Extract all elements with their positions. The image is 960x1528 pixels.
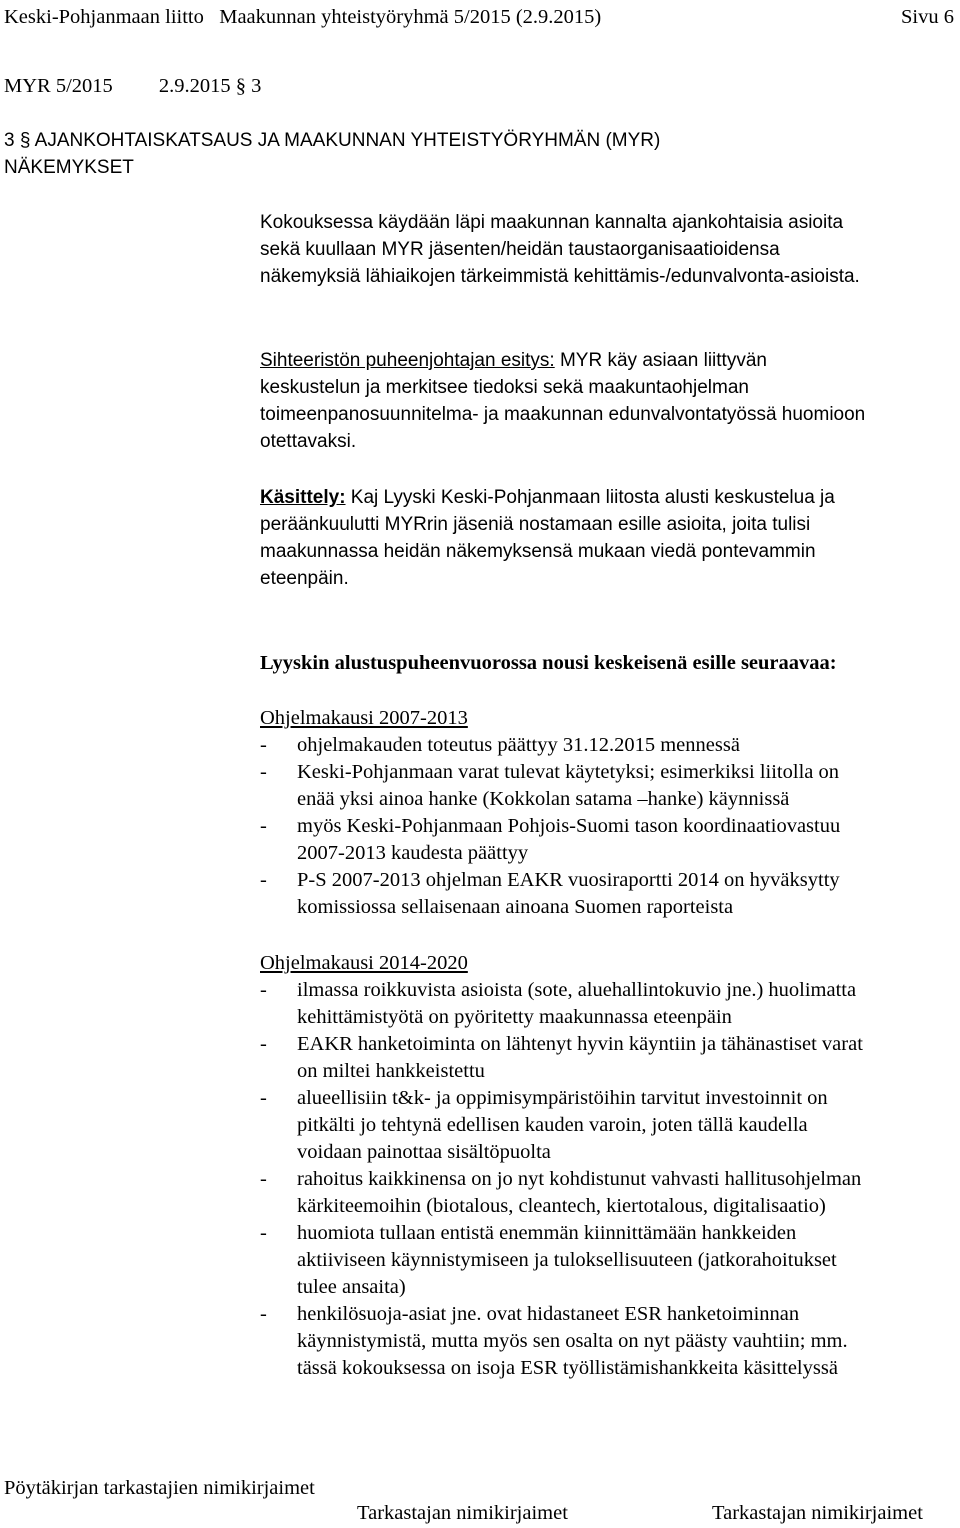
list-item-line: voidaan painottaa sisältöpuolta — [297, 1141, 551, 1163]
bullet-dash: - — [260, 761, 267, 783]
footer-inspector-initials-2: Tarkastajan nimikirjaimet — [712, 1502, 923, 1524]
proposal-text: MYR käy asiaan liittyvän — [554, 350, 767, 371]
paragraph-line: keskustelun ja merkitsee tiedoksi sekä maakuntaohjelman — [260, 377, 749, 398]
period-list-2014-2020 — [260, 977, 863, 1382]
list-item-line: aktiiviseen käynnistymiseen ja tuloksellisuuteen (jatkorahoitukset — [297, 1249, 837, 1271]
list-item-line: kehittämistyötä on pyöritetty maakunnassa eteenpäin — [297, 1006, 732, 1028]
list-item-line: komissiossa sellaisenaan ainoana Suomen raporteista — [297, 896, 734, 918]
list-item-line: enää yksi ainoa hanke (Kokkolan satama –hanke) käynnissä — [297, 788, 790, 810]
section-title-line: NÄKEMYKSET — [4, 157, 134, 178]
list-item — [260, 1085, 863, 1166]
header-org-meeting: Keski-Pohjanmaan liitto Maakunnan yhteistyöryhmä 5/2015 (2.9.2015) — [4, 6, 602, 28]
list-item-line: rahoitus kaikkinensa on jo nyt kohdistunut vahvasti hallitusohjelman — [297, 1168, 862, 1190]
list-item-line: tässä kokouksessa on isoja ESR työllistämishankkeita käsittelyssä — [297, 1357, 838, 1379]
period-title-2007-2013: Ohjelmakausi 2007-2013 — [260, 707, 468, 729]
list-item-line: P-S 2007-2013 ohjelman EAKR vuosiraportti 2014 on hyväksytty — [297, 869, 840, 891]
list-item-line: pitkälti jo tehtynä edellisen kauden varoin, joten tällä kaudella — [297, 1114, 808, 1136]
list-item-line: Keski-Pohjanmaan varat tulevat käytetyksi; esimerkiksi liitolla on — [297, 761, 839, 783]
treatment-label: Käsittely: — [260, 487, 346, 508]
footer-inspector-initials-1: Tarkastajan nimikirjaimet — [357, 1502, 568, 1524]
intro-paragraph — [260, 209, 860, 290]
bullet-dash: - — [260, 734, 267, 756]
paragraph-line: toimeenpanosuunnitelma- ja maakunnan edunvalvontatyössä huomioon — [260, 404, 866, 425]
lyyski-heading: Lyyskin alustuspuheenvuorossa nousi keskeisenä esille seuraavaa: — [260, 652, 837, 674]
treatment-paragraph — [260, 484, 835, 592]
list-item-line: 2007-2013 kaudesta päättyy — [297, 842, 529, 864]
list-item — [260, 1031, 863, 1085]
paragraph-line: peräänkuulutti MYRrin jäseniä nostamaan esille asioita, joita tulisi — [260, 514, 811, 535]
list-item-line: on miltei hankkeistettu — [297, 1060, 485, 1082]
bullet-dash: - — [260, 1033, 267, 1055]
bullet-dash: - — [260, 1087, 267, 1109]
paragraph-line: eteenpäin. — [260, 568, 349, 589]
document-header — [4, 4, 601, 31]
section-title-line: 3 § AJANKOHTAISKATSAUS JA MAAKUNNAN YHTEISTYÖRYHMÄN (MYR) — [4, 130, 661, 151]
list-item — [260, 813, 840, 867]
list-item-line: kärkiteemoihin (biotalous, cleantech, kiertotalous, digitalisaatio) — [297, 1195, 826, 1217]
bullet-dash: - — [260, 979, 267, 1001]
section-title — [4, 127, 660, 181]
list-item — [260, 1220, 863, 1301]
list-item-line: käynnistymistä, mutta myös sen osalta on nyt päästy vauhtiin; mm. — [297, 1330, 848, 1352]
paragraph-line: Kokouksessa käydään läpi maakunnan kannalta ajankohtaisia asioita — [260, 212, 844, 233]
list-item — [260, 732, 840, 759]
bullet-dash: - — [260, 1303, 267, 1325]
paragraph-line — [260, 347, 865, 374]
list-item — [260, 1301, 863, 1382]
list-item-line: henkilösuoja-asiat jne. ovat hidastaneet ESR hanketoiminnan — [297, 1303, 800, 1325]
list-item — [260, 759, 840, 813]
paragraph-line: maakunnassa heidän näkemyksensä mukaan viedä pontevammin — [260, 541, 816, 562]
period-list-2007-2013 — [260, 732, 840, 921]
list-item-line: myös Keski-Pohjanmaan Pohjois-Suomi tason koordinaatiovastuu — [297, 815, 841, 837]
bullet-dash: - — [260, 869, 267, 891]
list-item-line: alueellisiin t&k- ja oppimisympäristöihin tarvitut investoinnit on — [297, 1087, 828, 1109]
treatment-text: Kaj Lyyski Keski-Pohjanmaan liitosta alusti keskustelua ja — [345, 487, 835, 508]
list-item — [260, 867, 840, 921]
bullet-dash: - — [260, 1168, 267, 1190]
proposal-paragraph — [260, 347, 865, 455]
paragraph-line: otettavaksi. — [260, 431, 357, 452]
proposal-label: Sihteeristön puheenjohtajan esitys: — [260, 350, 555, 371]
paragraph-line: sekä kuullaan MYR jäsenten/heidän taustaorganisaatioidensa — [260, 239, 780, 260]
page-number: Sivu 6 — [901, 6, 954, 28]
paragraph-line — [260, 484, 835, 511]
bullet-dash: - — [260, 815, 267, 837]
list-item-line: ohjelmakauden toteutus päättyy 31.12.2015 mennessä — [297, 734, 740, 756]
period-title-2014-2020: Ohjelmakausi 2014-2020 — [260, 952, 468, 974]
meeting-reference: MYR 5/2015 2.9.2015 § 3 — [4, 75, 262, 97]
list-item-line: huomiota tullaan entistä enemmän kiinnittämään hankkeiden — [297, 1222, 797, 1244]
paragraph-line: näkemyksiä lähiaikojen tärkeimmistä kehittämis-/edunvalvonta-asioista. — [260, 266, 860, 287]
list-item — [260, 977, 863, 1031]
list-item-line: ilmassa roikkuvista asioista (sote, aluehallintokuvio jne.) huolimatta — [297, 979, 857, 1001]
list-item — [260, 1166, 863, 1220]
list-item-line: tulee ansaita) — [297, 1276, 406, 1298]
list-item-line: EAKR hanketoiminta on lähtenyt hyvin käyntiin ja tähänastiset varat — [297, 1033, 863, 1055]
bullet-dash: - — [260, 1222, 267, 1244]
footer-inspectors-initials: Pöytäkirjan tarkastajien nimikirjaimet — [4, 1477, 315, 1499]
